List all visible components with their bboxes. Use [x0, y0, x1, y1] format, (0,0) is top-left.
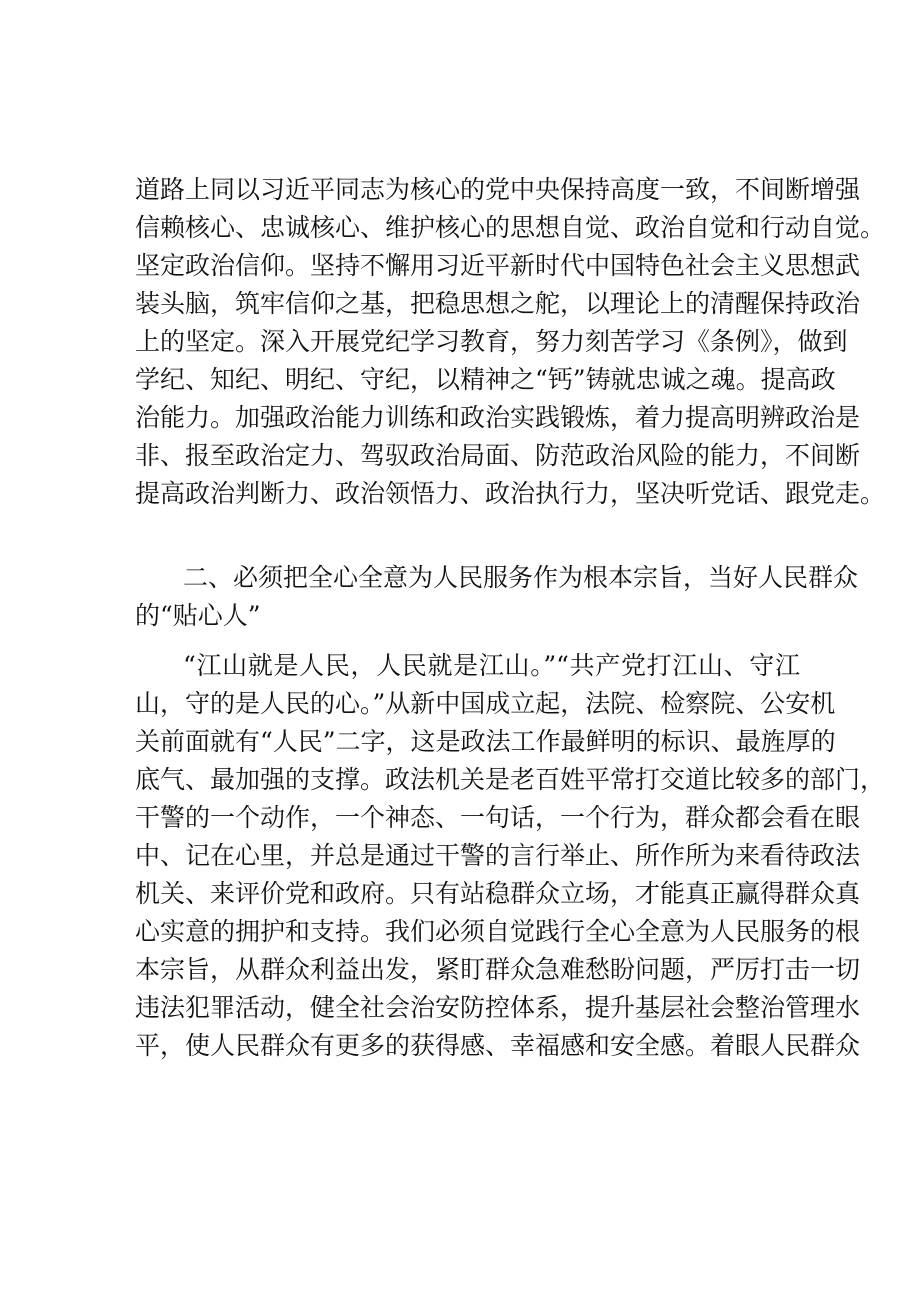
- text-line: 非、报至政治定力、驾驭政治局面、防范政治风险的能力，不间断: [135, 441, 861, 470]
- text-line: 治能力。加强政治能力训练和政治实践锻炼，着力提高明辨政治是: [135, 403, 861, 432]
- text-line: 学纪、知纪、明纪、守纪，以精神之“钙”铸就忠诚之魂。提高政: [135, 365, 836, 394]
- text-line: 机关、来评价党和政府。只有站稳群众立场，才能真正赢得群众真: [135, 879, 861, 908]
- text-line: 坚定政治信仰。坚持不懈用习近平新时代中国特色社会主义思想武: [135, 251, 861, 280]
- heading-line: 二、必须把全心全意为人民服务作为根本宗旨，当好人民群众: [183, 563, 859, 592]
- text-line: 信赖核心、忠诚核心、维护核心的思想自觉、政治自觉和行动自觉。: [135, 213, 886, 242]
- text-line: 本宗旨，从群众利益出发，紧盯群众急难愁盼问题，严厉打击一切: [135, 955, 861, 984]
- text-line: 干警的一个动作，一个神态、一句话，一个行为，群众都会看在眼: [135, 803, 861, 832]
- text-line: 违法犯罪活动，健全社会治安防控体系，提升基层社会整治管理水: [135, 993, 861, 1022]
- section-heading: [135, 559, 859, 635]
- text-line: 道路上同以习近平同志为核心的党中央保持高度一致，不间断增强: [135, 175, 861, 204]
- text-line: “江山就是人民，人民就是江山。”“共产党打江山、守江: [183, 651, 800, 680]
- text-line: 心实意的拥护和支持。我们必须自觉践行全心全意为人民服务的根: [135, 917, 861, 946]
- heading-line: 的“贴心人”: [135, 601, 261, 630]
- text-line: 装头脑，筑牢信仰之基，把稳思想之舵，以理论上的清醒保持政治: [135, 289, 861, 318]
- text-line: 上的坚定。深入开展党纪学习教育，努力刻苦学习《条例》，做到: [135, 327, 848, 356]
- text-line: 底气、最加强的支撑。政法机关是老百姓平常打交道比较多的部门，: [135, 765, 886, 794]
- text-line: 山，守的是人民的心。”从新中国成立起，法院、检察院、公安机: [135, 689, 836, 718]
- paragraph-serve-people: [135, 647, 886, 1065]
- text-line: 中、记在心里，并总是通过干警的言行举止、所作所为来看待政法: [135, 841, 861, 870]
- text-line: 关前面就有“人民”二字，这是政法工作最鲜明的标识、最旌厚的: [135, 727, 836, 756]
- text-line: 提高政治判断力、政治领悟力、政治执行力，坚决听党话、跟党走。: [135, 479, 886, 508]
- paragraph-political-loyalty: [135, 171, 886, 513]
- text-line: 平，使人民群众有更多的获得感、幸福感和安全感。着眼人民群众: [135, 1031, 861, 1060]
